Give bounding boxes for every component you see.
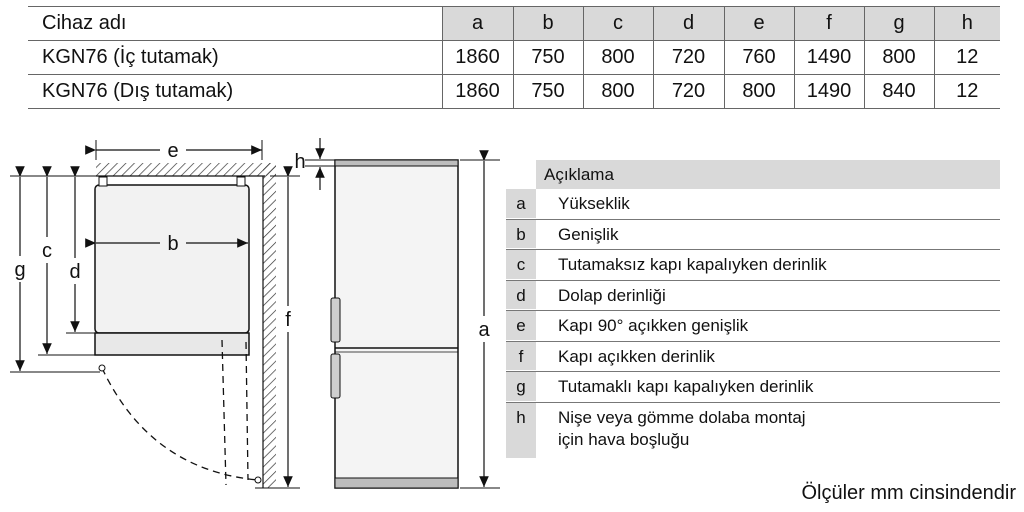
wall-back [96,163,276,176]
upper-handle [331,298,340,342]
header-col-e: e [724,7,794,41]
row-device-name: KGN76 (Dış tutamak) [28,75,442,109]
legend-key: d [506,281,536,311]
front-view [294,138,500,488]
legend-text: Yükseklik [558,194,630,213]
header-col-f: f [794,7,864,41]
legend-key: g [506,372,536,402]
cell-g: 840 [864,75,934,109]
appliance-door-top-view [95,333,249,355]
legend-key: b [506,220,536,250]
legend-text: Tutamaksız kapı kapalıyken derinlik [558,255,827,274]
bottom-trim [335,478,458,488]
legend-text: Dolap derinliği [558,285,666,305]
dim-label-e: e [167,140,179,162]
cell-a: 1860 [442,75,513,109]
dim-label-f: f [285,309,291,331]
dim-label-a: a [478,319,490,341]
header-col-d: d [653,7,724,41]
units-note: Ölçüler mm cinsindendir [801,482,1016,504]
legend-key: f [506,342,536,372]
door-swing-arc [102,368,258,480]
legend-text: Kapı 90° açıkken genişlik [558,316,749,335]
cell-f: 1490 [794,75,864,109]
top-view [10,139,300,488]
cell-h: 12 [934,75,1000,109]
header-col-h: h [934,7,1000,41]
dim-label-b: b [167,233,179,255]
table-row [28,75,1000,109]
dim-label-c: c [42,240,52,262]
header-col-c: c [583,7,653,41]
appliance-body-top-view [95,185,249,333]
cell-f: 1490 [794,41,864,75]
cell-a: 1860 [442,41,513,75]
legend-header [506,160,1000,189]
legend-row [506,189,1000,220]
dim-label-g: g [14,259,26,281]
cell-c: 800 [583,41,653,75]
cell-d: 720 [653,75,724,109]
wall-side [263,163,276,488]
spacer-right [237,177,245,186]
cell-g: 800 [864,41,934,75]
legend-row [506,220,1000,251]
table-row [28,41,1000,75]
dimension-diagram [0,128,500,508]
legend-row [506,311,1000,342]
legend-row [506,372,1000,403]
dimensions-table [28,6,1000,109]
cell-d: 720 [653,41,724,75]
header-col-g: g [864,7,934,41]
legend-text-line: için hava boşluğu [558,429,690,449]
header-col-a: a [442,7,513,41]
cell-b: 750 [513,75,583,109]
cell-e: 760 [724,41,794,75]
cell-h: 12 [934,41,1000,75]
legend-text [536,403,1000,459]
legend-row [506,342,1000,373]
cell-e: 800 [724,75,794,109]
row-device-name: KGN76 (İç tutamak) [28,41,442,75]
dim-label-d: d [69,261,81,283]
legend-key: h [506,403,536,459]
legend-text-line: Nişe veya gömme dolaba montaj [558,407,806,427]
legend-row [506,250,1000,281]
spacer-left [99,177,107,186]
header-device-name: Cihaz adı [28,7,442,41]
legend [506,160,1000,459]
legend-row [506,281,1000,312]
lower-handle [331,354,340,398]
legend-text: Genişlik [558,224,619,244]
cell-c: 800 [583,75,653,109]
legend-text: Tutamaklı kapı kapalıyken derinlik [558,377,814,396]
table-header-row [28,7,1000,41]
legend-row [506,403,1000,459]
legend-title: Açıklama [536,160,1000,189]
open-door-outline [222,340,248,485]
legend-key: c [506,250,536,280]
top-trim [335,160,458,166]
cell-b: 750 [513,41,583,75]
dim-label-h: h [294,151,306,173]
legend-header-spacer [506,160,536,189]
hinge-pivot [99,365,105,371]
hinge-pivot-open [255,477,261,483]
header-col-b: b [513,7,583,41]
legend-text: Kapı açıkken derinlik [558,346,715,366]
legend-key: a [506,189,536,219]
legend-key: e [506,311,536,341]
appliance-front [335,160,458,488]
